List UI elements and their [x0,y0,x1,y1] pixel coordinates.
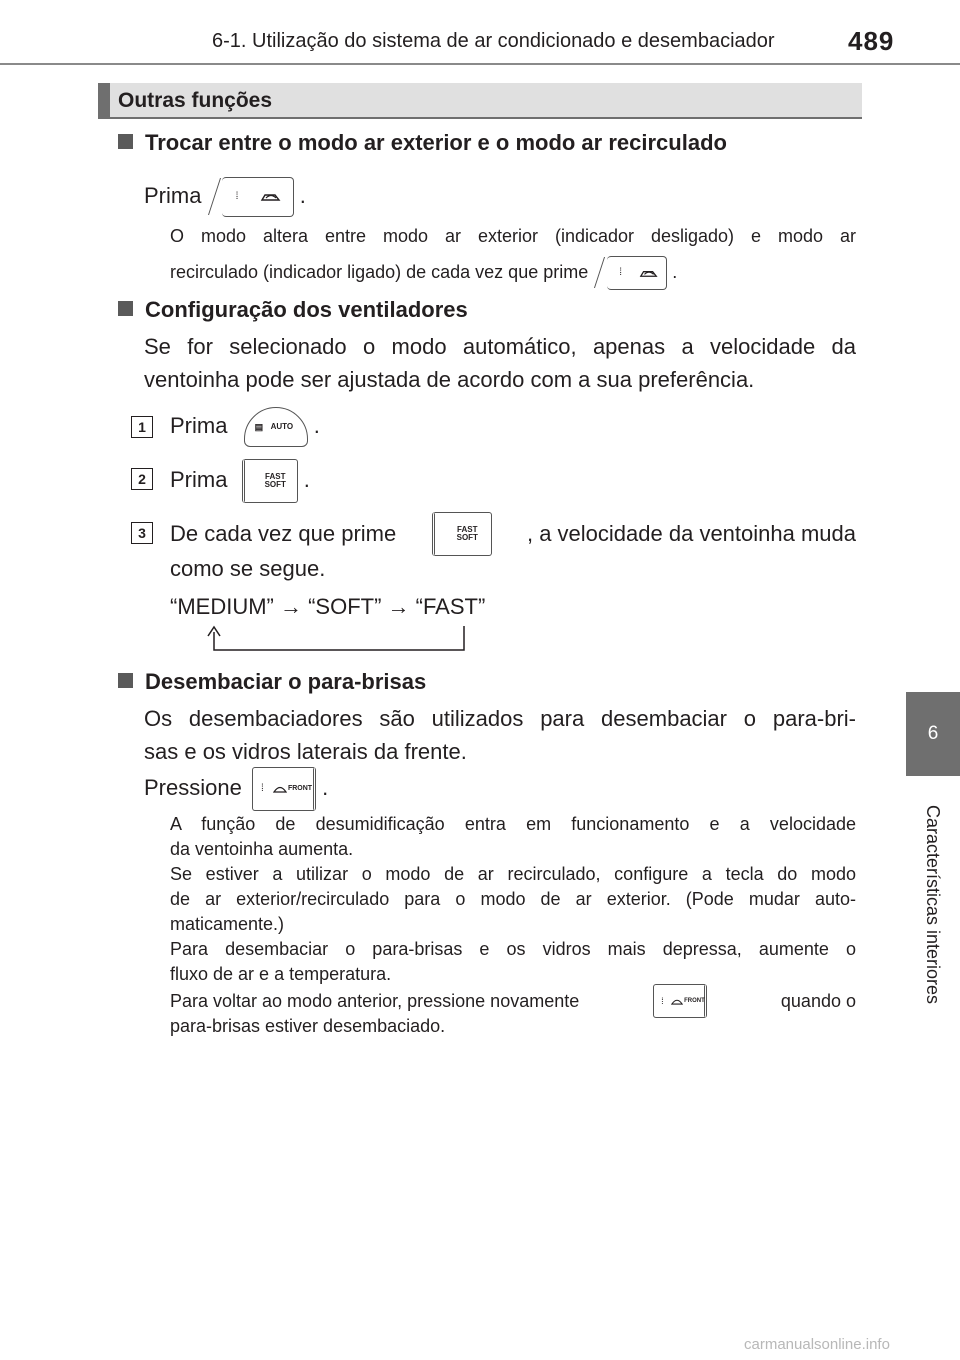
soft-label: SOFT [264,480,286,490]
step-1-prefix: Prima [170,413,228,438]
recirc-note-line2-suffix: . [672,262,678,282]
fans-heading [118,297,468,323]
recirc-note-line2 [170,256,856,290]
step-3-suffix: , a velocidade da ventoinha muda [526,521,856,546]
header-rule [0,63,960,65]
recirc-note-line1: O modo altera entre modo ar exterior (indicador desligado) e modo ar [170,226,856,246]
step-3-line2: como se segue. [170,556,326,581]
defog-para-line1: Os desembaciadores são utilizados para desembaciar o para-bri- [144,706,856,731]
front-button-label: FRONT [684,998,705,1004]
step-number-3: 3 [131,522,153,544]
chapter-title: 6-1. Utilização do sistema de ar condicionado e desembaciador [212,30,775,52]
step-1-suffix: . [313,413,320,438]
step-1-line [170,406,882,447]
footer-watermark: carmanualsonline.info [744,1336,890,1353]
front-defogger-button-icon [252,767,316,811]
square-bullet-icon [118,134,133,149]
step-3-line [170,512,856,556]
chapter-tab-label-text: Características interiores [923,804,944,1004]
recirc-press-prefix: Prima [144,183,202,208]
auto-button-label: AUTO [270,422,294,432]
square-bullet-icon [118,301,133,316]
defog-press-prefix: Pressione [144,775,242,800]
defog-heading [118,669,426,695]
fans-heading-text: Configuração dos ventiladores [145,297,468,322]
defog-press-line [144,766,856,811]
chapter-tab-label [906,784,960,1024]
defog-note-7: fluxo de ar e a temperatura. [170,964,392,984]
defog-note-2: da ventoinha aumenta. [170,839,354,859]
windshield-defog-icon [671,997,683,1006]
recirculation-button-icon [222,177,294,217]
recirc-press-line [144,176,856,217]
defog-heading-text: Desembaciar o para-brisas [145,669,427,694]
defog-note-5: maticamente.) [170,914,285,934]
sequence-loop-arrow-icon [204,624,470,654]
recirc-press-suffix: . [299,183,306,208]
front-defogger-button-icon-small [653,984,707,1018]
square-bullet-icon [118,673,133,688]
car-recirculation-icon [639,268,659,279]
defog-last-note-suffix: quando o [780,991,856,1011]
defog-press-suffix: . [322,775,329,800]
defog-note-6: Para desembaciar o para-brisas e os vidros mais depressa, aumente o [170,939,856,959]
recirc-heading-text: Trocar entre o modo ar exterior e o modo ar recirculado [145,130,727,155]
indicator-light-icon: ▤ [254,422,264,433]
fast-soft-button-label [265,473,286,489]
front-button-label: FRONT [287,785,313,793]
windshield-defog-icon [273,784,287,794]
fans-para-line2: ventoinha pode ser ajustada de acordo com a sua preferência. [144,367,755,392]
fan-speed-sequence: “MEDIUM” → “SOFT” → “FAST” [170,594,486,619]
defog-note-4: de ar exterior/recirculado para o modo de ar exterior. (Pode mudar auto- [170,889,856,909]
defog-note-1: A função de desumidificação entra em funcionamento e a velocidade [170,814,856,834]
step-number-1: 1 [131,416,153,438]
fast-label: FAST [457,525,478,534]
recirculation-button-icon-small [607,256,667,290]
soft-label: SOFT [456,533,478,542]
page-header [0,0,960,68]
defog-last-note-prefix: Para voltar ao modo anterior, pressione novamente [170,991,580,1011]
step-2-line [170,458,882,503]
page-number: 489 [848,26,895,56]
chapter-tab-number[interactable]: 6 [906,692,960,776]
recirc-heading [118,130,727,156]
defog-last-note-line2: para-brisas estiver desembaciado. [170,1016,446,1036]
indicator-light-icon: ⁞ [619,267,623,279]
step-2-prefix: Prima [170,467,228,492]
fans-para-line1: Se for selecionado o modo automático, apenas a velocidade da [144,334,856,359]
defog-note-3: Se estiver a utilizar o modo de ar recirculado, configure a tecla do modo [170,864,856,884]
step-3-prefix: De cada vez que prime [170,521,397,546]
section-title: Outras funções [118,89,273,112]
recirc-note-line2-prefix: recirculado (indicador ligado) de cada vez que prime [170,262,589,282]
section-title-bar [98,83,862,119]
indicator-light-icon: ⁞ [661,996,664,1006]
step-number-2: 2 [131,468,153,490]
fast-soft-button-icon [432,512,492,556]
fast-soft-button-icon [242,459,298,503]
fast-label: FAST [265,472,286,482]
defog-para-line2: sas e os vidros laterais da frente. [144,739,467,764]
step-2-suffix: . [303,467,310,492]
indicator-light-icon: ⁞ [235,191,239,203]
indicator-light-icon: ⁞ [260,783,264,795]
car-recirculation-icon [260,191,282,203]
auto-button-icon [244,407,308,447]
fast-soft-button-label [457,526,478,542]
